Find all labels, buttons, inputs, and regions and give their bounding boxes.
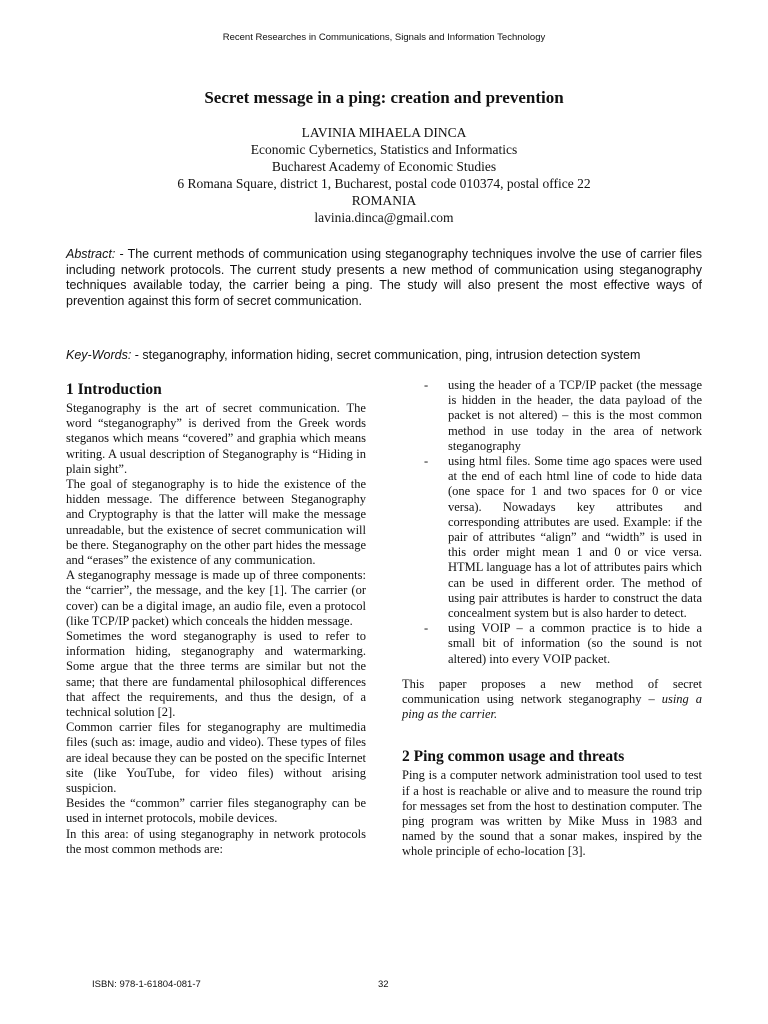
left-column [66,380,366,857]
keywords [66,348,702,364]
paragraph: A steganography message is made up of three components: the “carrier”, the message, and the key [1]. The carrier (or cover) can be a digital image, an audio file, even a protocol (like TCP/IP packet) which conceals the hidden message. [66,568,366,628]
author-block [0,124,768,226]
footer-isbn: ISBN: 978-1-61804-081-7 [92,979,201,990]
paragraph: The goal of steganography is to hide the existence of the hidden message. The difference between Steganography and Cryptography is that the latter will make the message unreadable, but the existence of secret communication will be there. Steganography on the other part hides the message and “erases” the existence of any communication. [66,477,366,568]
author-dept: Economic Cybernetics, Statistics and Informatics [250,142,518,157]
page-number: 32 [378,979,389,990]
paragraph: Steganography is the art of secret communication. The word “steganography” is derived from the Greek words steganos which means “covered” and graphia which means writing. A usual description of Steganography is “Hiding in plain sight”. [66,401,366,476]
closing-paragraph: This paper proposes a new method of secret communication using network steganography – using a ping as the carrier. [402,676,703,722]
author-country: ROMANIA [351,193,417,208]
author-name: LAVINIA MIHAELA DINCA [301,125,467,140]
paragraph: Sometimes the word steganography is used to refer to information hiding, steganography and watermarking. Some argue that the three terms are similar but not the same; that there are fundamental philosophical differences that affect the requirements, and thus the design, of a technical solution [2]. [66,629,366,720]
keywords-text: - steganography, information hiding, secret communication, ping, intrusion detection system [131,348,641,362]
right-column [402,378,702,860]
paragraph: Ping is a computer network administration tool used to test if a host is reachable or alive and to measure the round trip for messages set from the host to destination computer. The ping program was written by Mike Muss in 1983 and named by the sound that a sonar makes, inspired by the whole principle of echo-location [3]. [402,768,702,859]
abstract [66,247,702,309]
list-item: - using the header of a TCP/IP packet (the message is hidden in the header, the data payload of the packet is not altered) – this is the most common method in use today in the area of network steganography [424,378,702,453]
abstract-label: Abstract: [66,247,116,261]
section-1-heading: 1 Introduction [66,381,162,398]
author-institution: Bucharest Academy of Economic Studies [271,159,497,174]
list-item: - using html files. Some time ago spaces were used at the end of each html line of code to hide data (one space for 1 and two spaces for 0 or vice versa). Nowadays key attributes and corresponding attributes are used. Example: if the pair of attributes “align” and “width” is used in this order might mean 1 and 0 or vice versa. HTML language has a lot of attributes pairs which can be used in different order. The method of using pair attributes is harder to construct the data concealment system but is also harder to detect. [424,454,702,621]
paragraph: In this area: of using steganography in network protocols the most common methods are: [66,826,366,856]
section-2-heading: 2 Ping common usage and threats [402,748,625,766]
dash-bullet-icon: - [424,378,429,392]
author-address: 6 Romana Square, district 1, Bucharest, postal code 010374, postal office 22 [177,176,591,191]
abstract-text: - The current methods of communication using steganography techniques involve the use of carrier files including network protocols. The current study presents a new method of communication using steganography techniques available today, the carrier being a ping. The study will also present the most effective ways of prevention against this form of secret communication. [66,247,702,308]
paragraph: Common carrier files for steganography are multimedia files (such as: image, audio and video). These types of files are ideal because they can be posted on the specific Internet site (like YouTube, for video files) without arising suspicion. [66,720,366,796]
author-email: lavinia.dinca@gmail.com [314,210,454,225]
dash-bullet-icon: - [424,621,429,636]
list-item: - using VOIP – a common practice is to hide a small bit of information (so the sound is not altered) into every VOIP packet. [424,621,702,666]
dash-bullet-icon: - [424,454,429,469]
keywords-label: Key-Words: [66,348,132,362]
running-header: Recent Researches in Communications, Signals and Information Technology [222,32,546,43]
paragraph: Besides the “common” carrier files steganography can be used in internet protocols, mobile devices. [66,796,366,826]
paper-title: Secret message in a ping: creation and prevention [204,88,564,107]
